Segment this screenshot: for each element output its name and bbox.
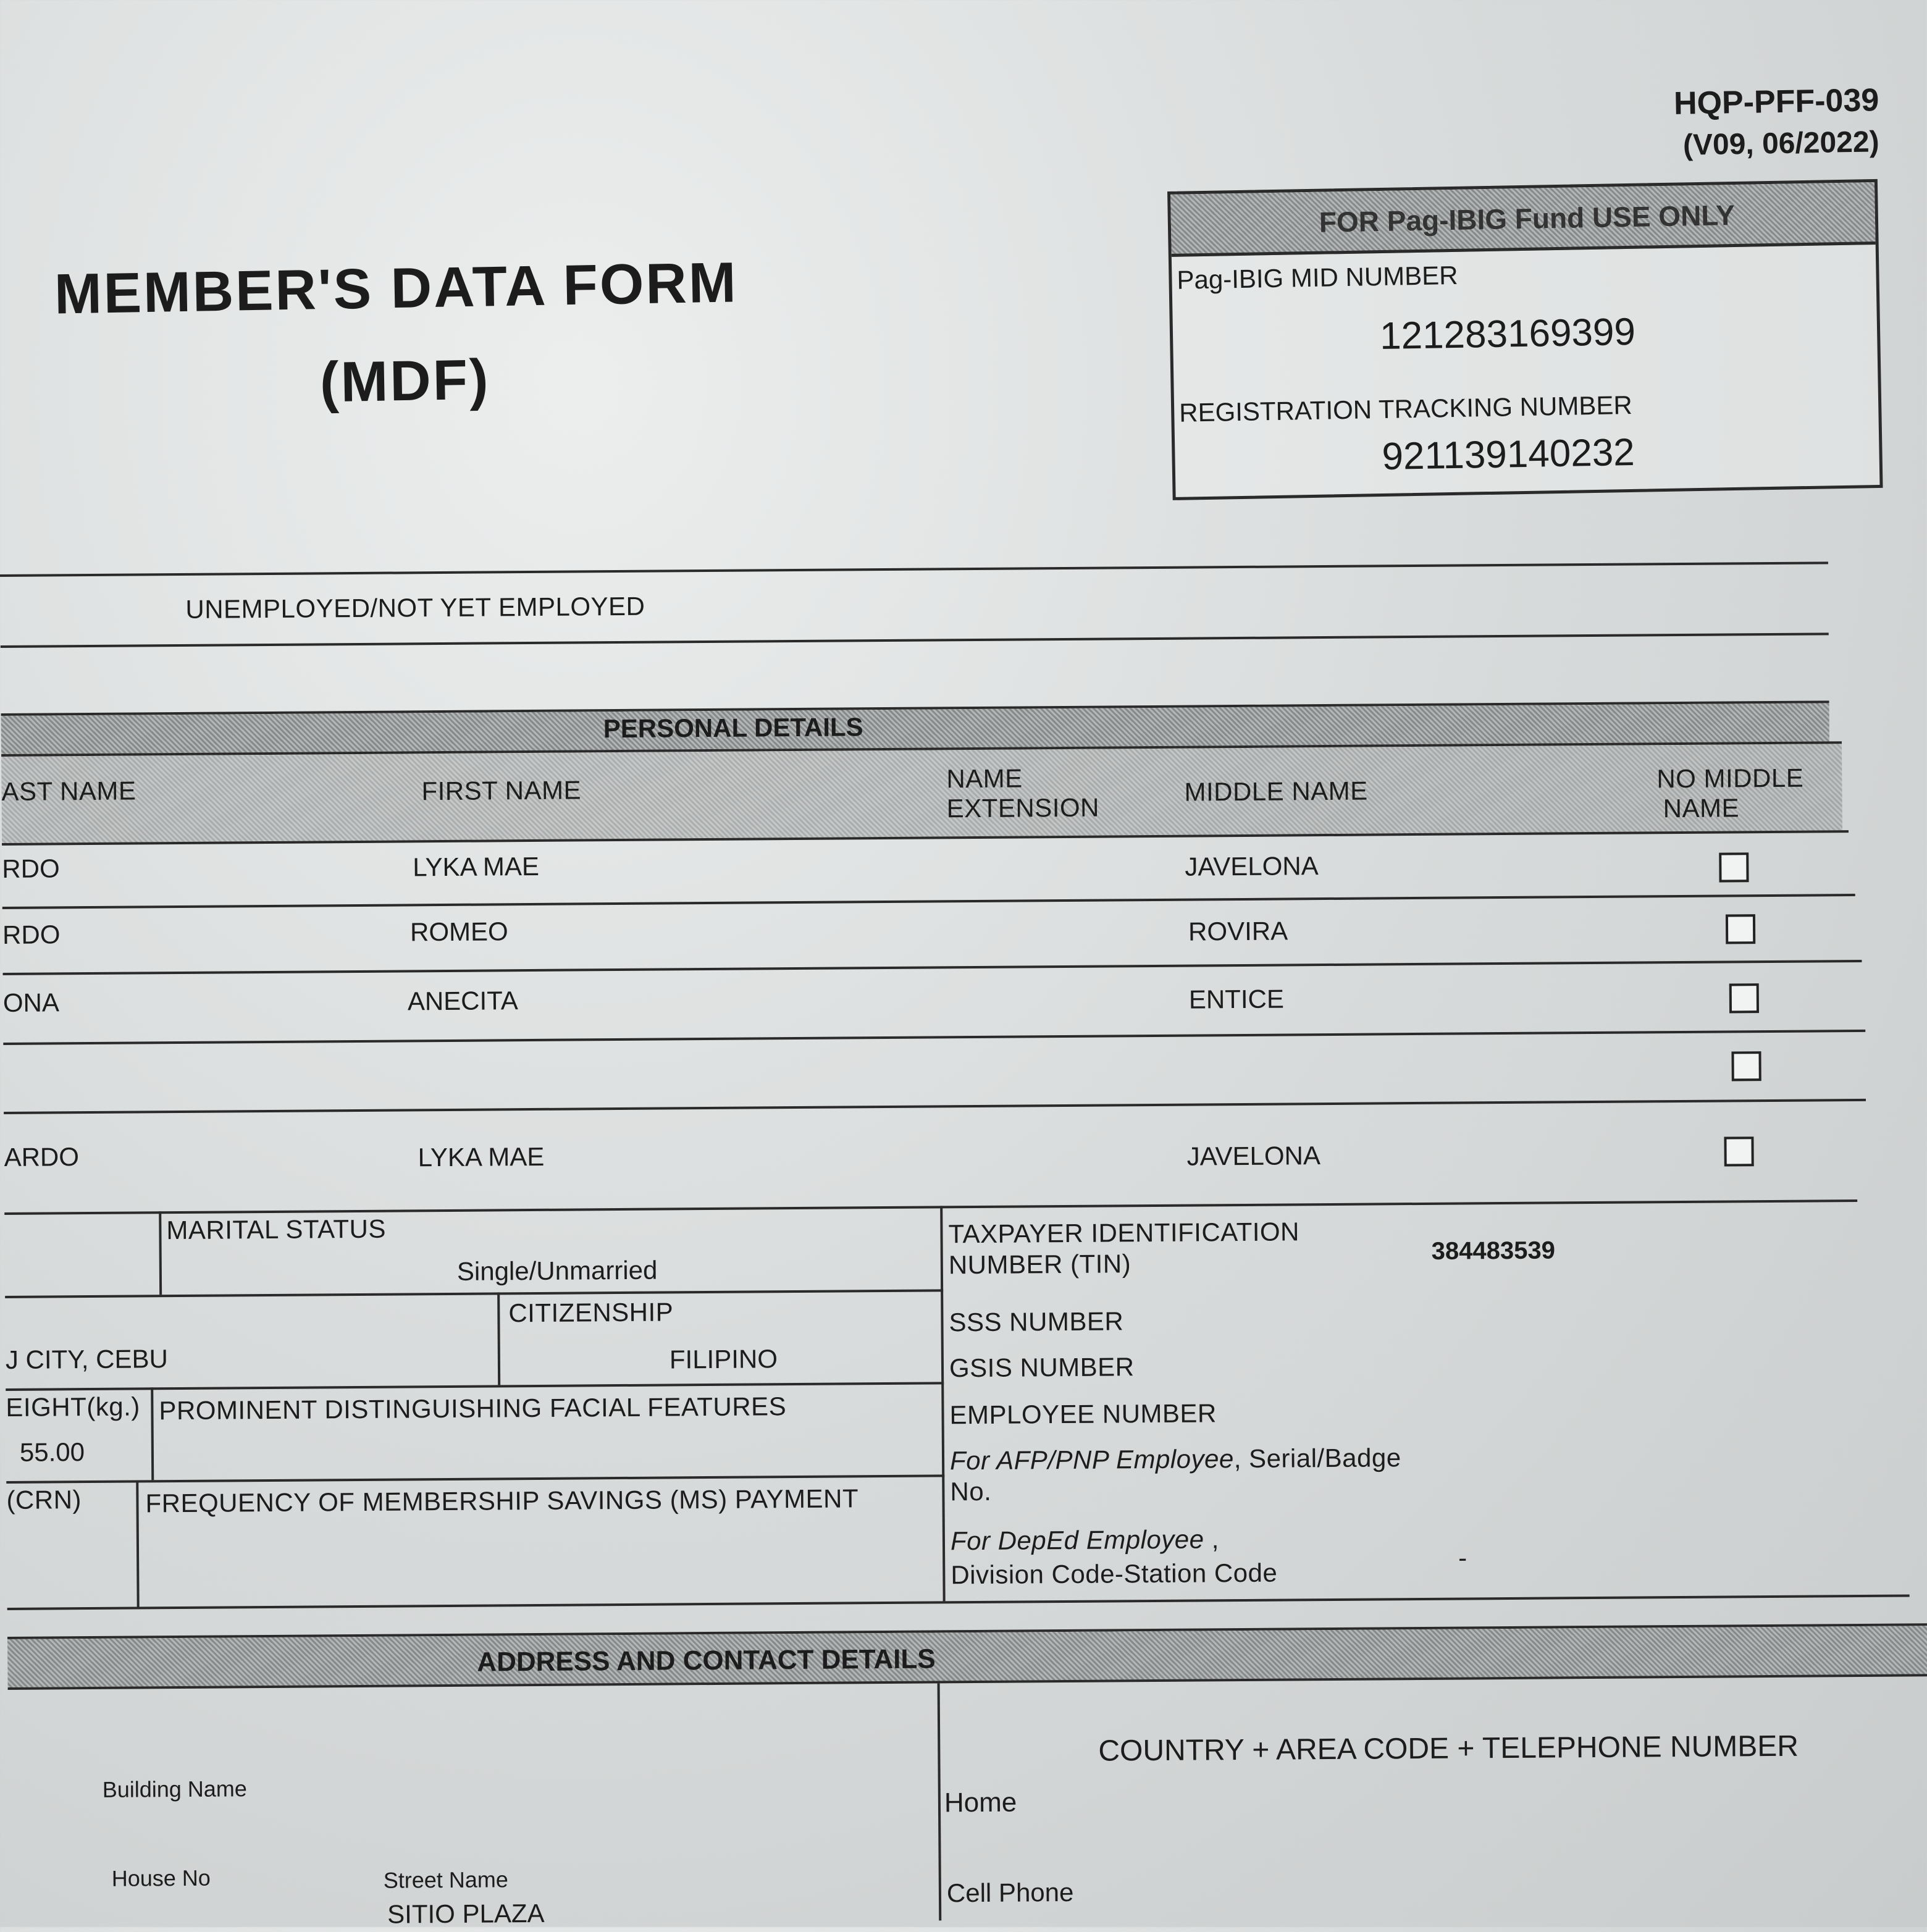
row5-first: LYKA MAE [418, 1142, 544, 1172]
phone-heading: COUNTRY + AREA CODE + TELEPHONE NUMBER [1098, 1729, 1799, 1768]
gsis-number-label: GSIS NUMBER [949, 1352, 1135, 1383]
col-first-name: FIRST NAME [421, 775, 581, 806]
row5-middle: JAVELONA [1186, 1141, 1320, 1172]
personal-columns-bar [1, 744, 1842, 843]
sss-number-label: SSS NUMBER [949, 1306, 1123, 1337]
col-name-extension-1: NAME [946, 763, 1023, 794]
row5-no-middle-checkbox[interactable] [1724, 1136, 1753, 1166]
tin-value: 384483539 [1432, 1237, 1556, 1265]
mid-number-label: Pag-IBIG MID NUMBER [1177, 261, 1458, 295]
mid-number-value: 121283169399 [1380, 310, 1636, 358]
weight-label: EIGHT(kg.) [6, 1392, 140, 1422]
row1-no-middle-checkbox[interactable] [1719, 852, 1749, 882]
row1-first: LYKA MAE [413, 852, 539, 882]
row3-first: ANECITA [408, 986, 518, 1016]
row2-first: ROMEO [410, 917, 508, 947]
row1-middle: JAVELONA [1185, 851, 1319, 882]
employment-status: UNEMPLOYED/NOT YET EMPLOYED [185, 592, 645, 624]
form-code: HQP-PFF-039 [1674, 82, 1879, 122]
afp-label-no: No. [950, 1477, 991, 1506]
deped-label [951, 1524, 1219, 1556]
house-no-label: House No [112, 1865, 211, 1892]
form-title: MEMBER'S DATA FORM [54, 250, 738, 327]
citizenship-label: CITIZENSHIP [508, 1297, 673, 1328]
marital-status-label: MARITAL STATUS [166, 1214, 386, 1245]
afp-label-italic: For AFP/PNP Employee [950, 1444, 1234, 1475]
col-last-name: AST NAME [1, 776, 136, 807]
row2-no-middle-checkbox[interactable] [1726, 914, 1755, 944]
tin-label-1: TAXPAYER IDENTIFICATION [948, 1217, 1299, 1249]
home-phone-label: Home [944, 1787, 1017, 1819]
deped-label-code: Division Code-Station Code [951, 1558, 1277, 1590]
afp-label [950, 1443, 1401, 1476]
weight-value: 55.00 [20, 1437, 85, 1468]
facial-features-label: PROMINENT DISTINGUISHING FACIAL FEATURES [159, 1392, 786, 1426]
marital-status-value: Single/Unmarried [457, 1256, 658, 1287]
street-name-value: SITIO PLAZA [387, 1899, 545, 1930]
ms-payment-label: FREQUENCY OF MEMBERSHIP SAVINGS (MS) PAYMENT [145, 1484, 859, 1518]
col-middle-name: MIDDLE NAME [1184, 776, 1368, 807]
rtn-value: 921139140232 [1382, 430, 1635, 479]
deped-label-italic: For DepEd Employee [951, 1524, 1204, 1555]
col-name-extension-2: EXTENSION [947, 793, 1100, 824]
row4-no-middle-checkbox[interactable] [1731, 1051, 1761, 1081]
citizenship-value: FILIPINO [670, 1344, 778, 1374]
afp-label-rest: , Serial/Badge [1234, 1443, 1401, 1473]
col-no-middle-2: NAME [1663, 793, 1740, 823]
form-version: (V09, 06/2022) [1683, 125, 1879, 162]
crn-label: (CRN) [6, 1485, 82, 1515]
tin-label-2: NUMBER (TIN) [949, 1249, 1131, 1280]
cell-phone-label: Cell Phone [947, 1878, 1074, 1908]
row5-last: ARDO [4, 1142, 79, 1172]
form-title-abbrev: (MDF) [319, 348, 490, 416]
street-name-label: Street Name [384, 1867, 508, 1893]
deped-value: - [1458, 1543, 1467, 1573]
row2-middle: ROVIRA [1188, 916, 1288, 946]
row1-last: RDO [2, 854, 60, 884]
col-no-middle-1: NO MIDDLE [1656, 763, 1803, 794]
building-name-label: Building Name [103, 1776, 247, 1803]
employee-number-label: EMPLOYEE NUMBER [949, 1398, 1217, 1430]
row2-last: RDO [2, 920, 61, 950]
personal-details-heading: PERSONAL DETAILS [603, 712, 863, 744]
birthplace-value: J CITY, CEBU [6, 1344, 168, 1375]
row3-last: ONA [3, 988, 59, 1018]
row3-middle: ENTICE [1189, 985, 1284, 1015]
address-heading: ADDRESS AND CONTACT DETAILS [477, 1644, 936, 1678]
rtn-label: REGISTRATION TRACKING NUMBER [1179, 390, 1632, 428]
fund-use-heading: FOR Pag-IBIG Fund USE ONLY [1319, 198, 1735, 239]
deped-label-comma: , [1211, 1524, 1219, 1553]
row3-no-middle-checkbox[interactable] [1729, 983, 1759, 1013]
